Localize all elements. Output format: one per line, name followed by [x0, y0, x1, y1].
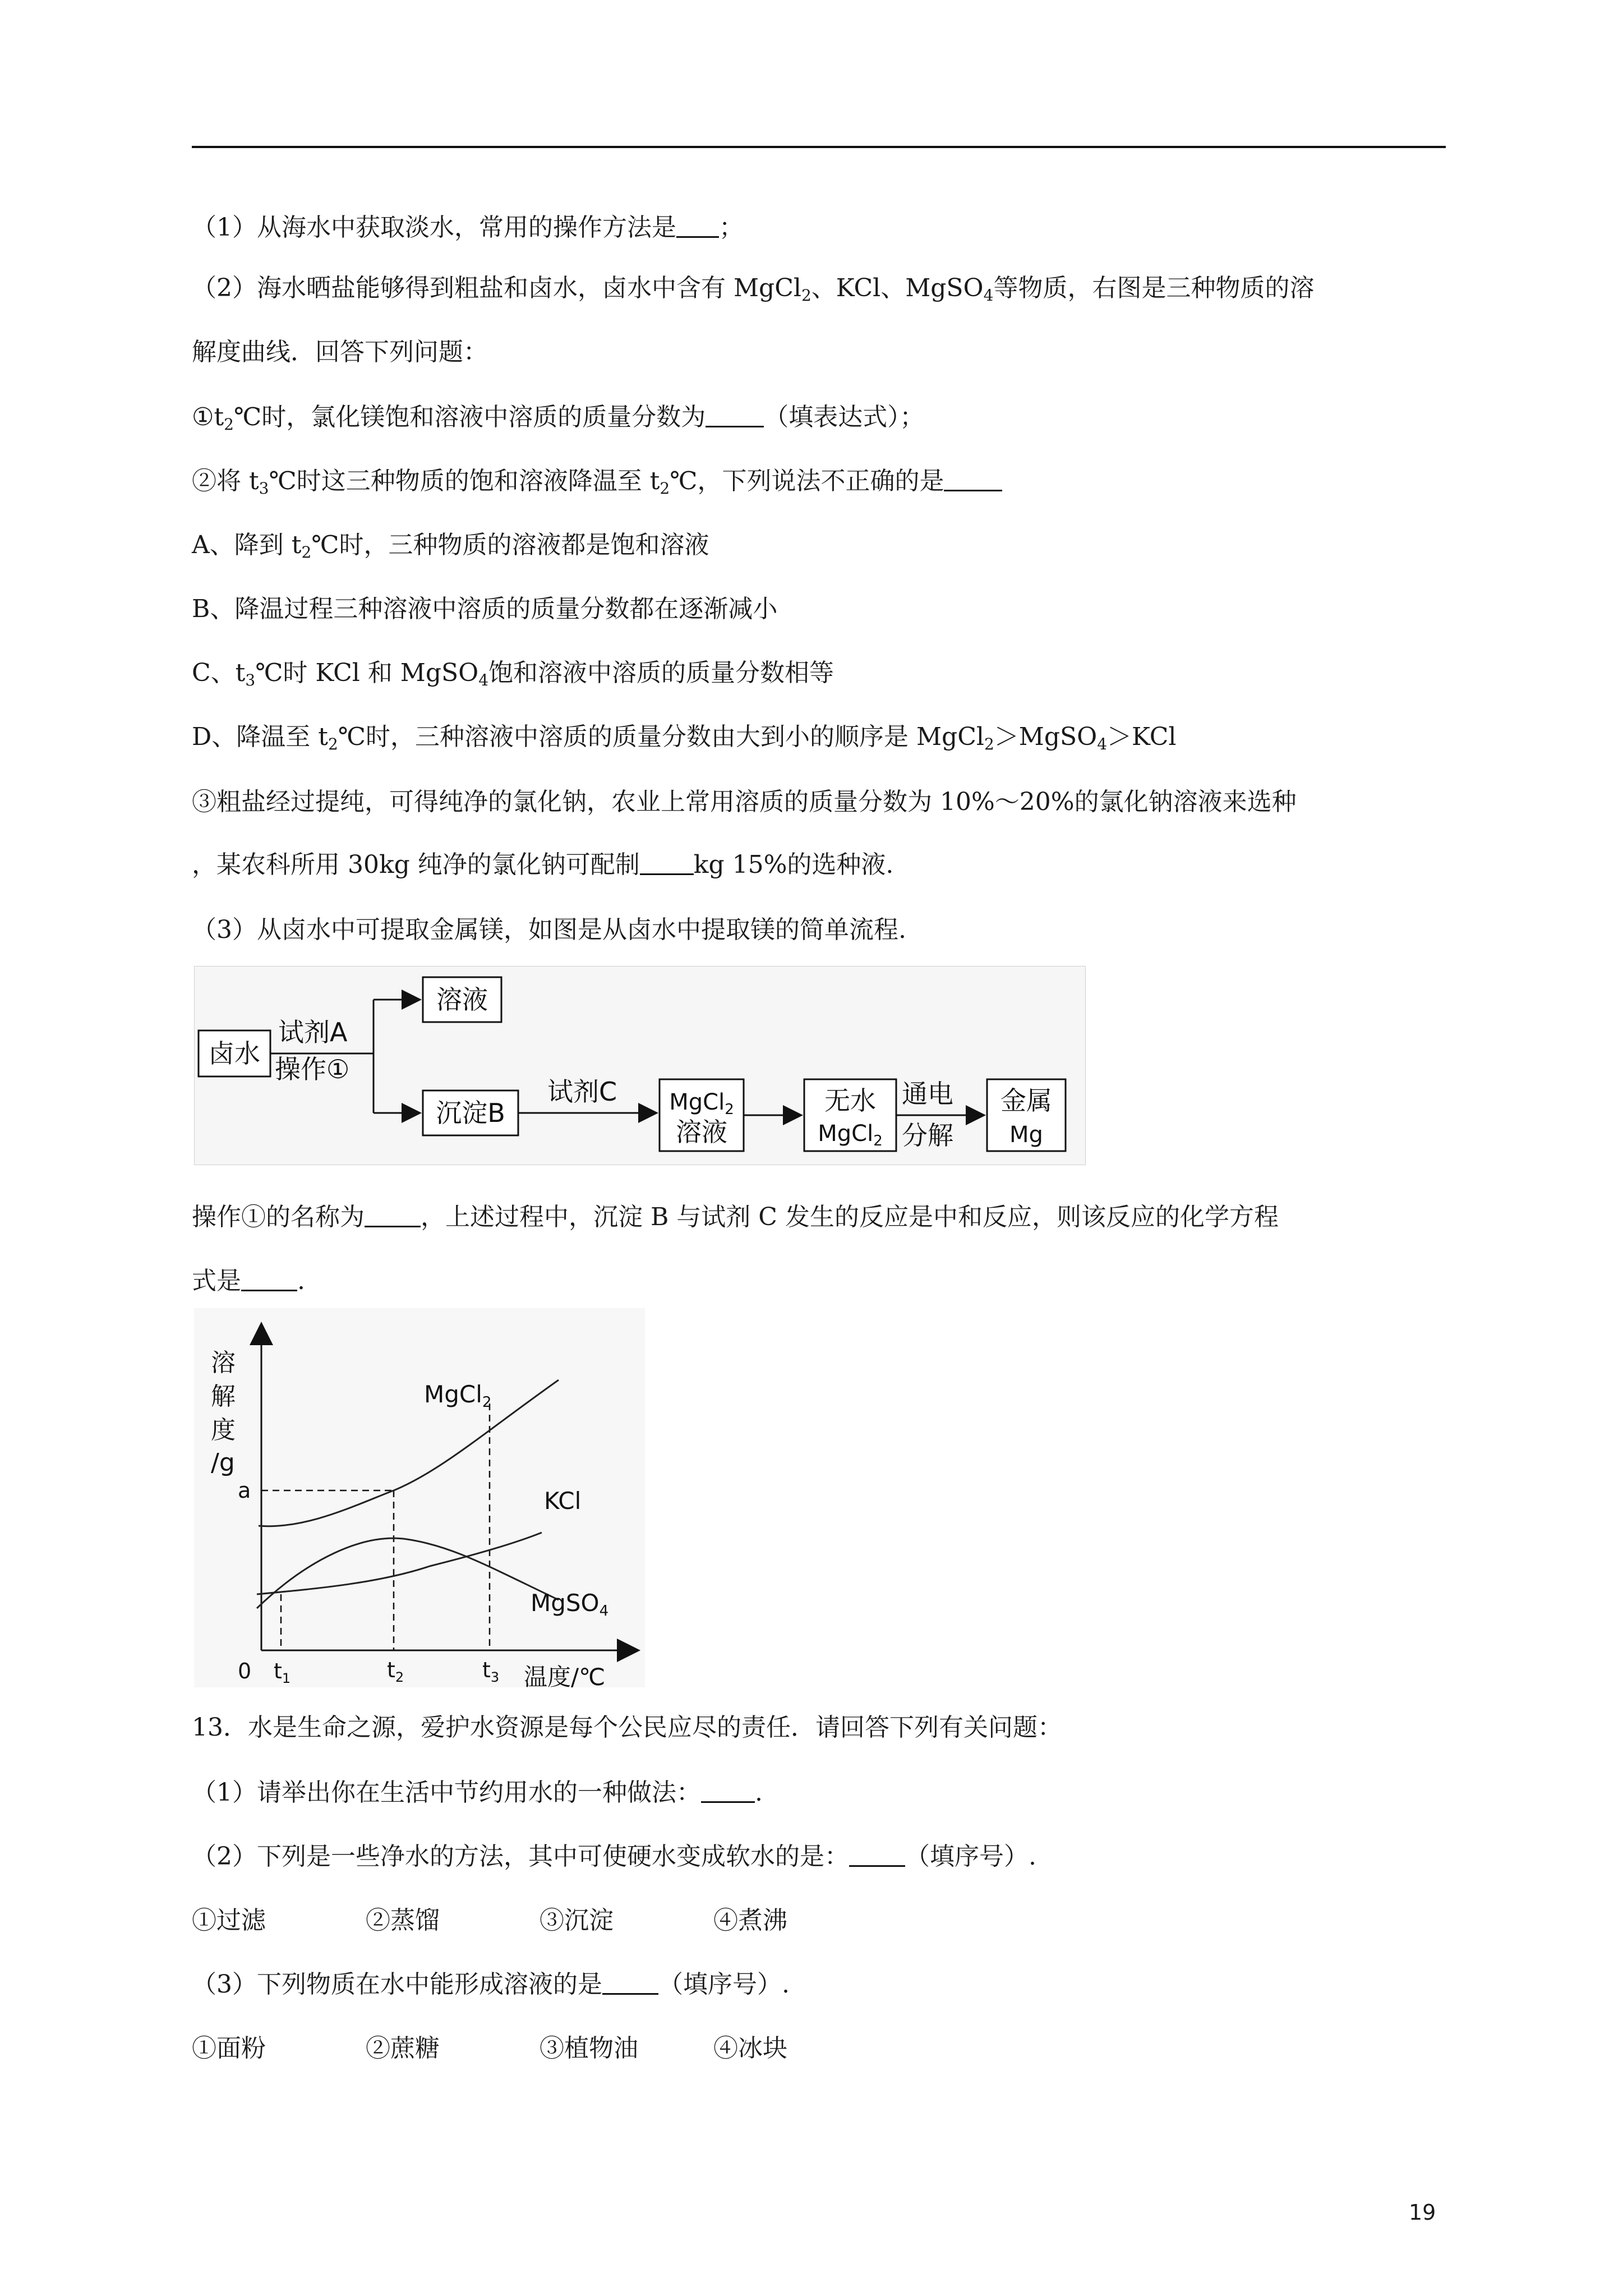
- t3-label: $t_3$: [482, 1658, 500, 1685]
- answer-blank: [602, 1971, 658, 1995]
- solubility-curve-graph: [194, 1308, 645, 1687]
- q13-part2-options: [192, 1904, 887, 1938]
- origin-label: 0: [238, 1659, 252, 1683]
- mgcl2-solution-word: 溶液: [676, 1117, 727, 1147]
- option-item: ①面粉: [192, 2034, 266, 2063]
- magnesium-extraction-flowchart: [194, 966, 1086, 1165]
- q12-part2: （2）海水晒盐能够得到粗盐和卤水，卤水中含有 MgCl$_2$、KCl、MgSO$_4$等物质，右图是三种物质的溶: [192, 274, 1315, 305]
- page-number: 19: [1409, 2200, 1436, 2225]
- answer-blank: [706, 403, 764, 427]
- q12-part2-cont: 解度曲线．回答下列问题：: [192, 338, 488, 366]
- option-item: ②蔗糖: [366, 2034, 440, 2063]
- option-a: A、降到 $t_2℃$时，三种物质的溶液都是饱和溶液: [192, 531, 709, 562]
- y-label-4: /g: [211, 1448, 235, 1477]
- mgcl2-solution-formula: MgCl$_2$: [669, 1089, 734, 1118]
- metal-symbol: Mg: [1009, 1122, 1043, 1148]
- brine-label: 卤水: [209, 1038, 260, 1069]
- q12-part1: （1）从海水中获取淡水，常用的操作方法是 ；: [192, 213, 744, 242]
- y-label-2: 解: [211, 1382, 236, 1411]
- option-item: ④冰块: [713, 2034, 787, 2063]
- reagent-a-label: 试剂A: [278, 1017, 348, 1047]
- q13-part3: （3）下列物质在水中能形成溶液的是 （填序号）.: [192, 1970, 790, 1999]
- option-d: D、降温至 $t_2℃$时，三种溶液中溶质的质量分数由大到小的顺序是 MgCl$_2$＞MgSO$_4$＞KCl: [192, 723, 1177, 753]
- anhydrous-word: 无水: [824, 1085, 876, 1116]
- anhydrous-formula: MgCl$_2$: [818, 1121, 883, 1149]
- option-item: ④煮沸: [713, 1906, 787, 1935]
- t1-label: $t_1$: [274, 1659, 291, 1686]
- option-b: B、降温过程三种溶液中溶质的质量分数都在逐渐减小: [192, 595, 778, 623]
- q13-part1: （1）请举出你在生活中节约用水的一种做法： .: [192, 1778, 763, 1807]
- answer-blank: [640, 851, 694, 875]
- precipitate-label: 沉淀B: [436, 1098, 505, 1128]
- y-label-1: 溶: [211, 1349, 236, 1377]
- q13-title: 13．水是生命之源，爱护水资源是每个公民应尽的责任．请回答下列有关问题：: [192, 1713, 1062, 1742]
- electrolysis-label-1: 通电: [902, 1079, 953, 1109]
- q12-sub3: ③粗盐经过提纯，可得纯净的氯化钠，农业上常用溶质的质量分数为 10%～20%的氯化钠溶液来选种: [192, 788, 1297, 816]
- q12-operation-question: 操作①的名称为 ，上述过程中，沉淀 B 与试剂 C 发生的反应是中和反应，则该反应的化学方程: [192, 1203, 1279, 1231]
- answer-blank: [241, 1267, 297, 1291]
- solution-label: 溶液: [436, 984, 488, 1015]
- t2-label: $t_2$: [387, 1658, 404, 1685]
- header-rule: [192, 146, 1446, 148]
- kcl-label: KCl: [544, 1487, 582, 1515]
- answer-blank: [944, 467, 1002, 491]
- x-axis-label: 温度/℃: [524, 1663, 606, 1687]
- option-item: ①过滤: [192, 1906, 266, 1935]
- reagent-c-label: 试剂C: [547, 1076, 617, 1107]
- answer-blank: [365, 1203, 421, 1227]
- metal-word: 金属: [1000, 1085, 1052, 1116]
- q12-sub2: ②将 $t_3℃$时这三种物质的饱和溶液降温至 $t_2℃$，下列说法不正确的是: [192, 464, 1002, 498]
- q12-operation-question-cont: 式是 .: [192, 1267, 305, 1295]
- q13-part2: （2）下列是一些净水的方法，其中可使硬水变成软水的是： （填序号）.: [192, 1842, 1036, 1871]
- y-label-3: 度: [211, 1416, 236, 1444]
- option-c: C、$t_3℃$时 KCl 和 MgSO$_4$饱和溶液中溶质的质量分数相等: [192, 659, 834, 689]
- answer-blank: [701, 1779, 755, 1803]
- mgcl2-label: MgCl2: [424, 1381, 492, 1411]
- option-item: ③沉淀: [540, 1906, 614, 1935]
- a-label: a: [238, 1478, 251, 1503]
- q12-sub1: $①t_2℃$时，氯化镁饱和溶液中溶质的质量分数为 （填表达式）；: [192, 403, 925, 434]
- answer-blank: [676, 214, 719, 238]
- q12-sub3-cont: ，某农科所用 30kg 纯净的氯化钠可配制 kg 15%的选种液.: [192, 850, 894, 879]
- option-item: ③植物油: [540, 2034, 638, 2063]
- option-item: ②蒸馏: [366, 1906, 440, 1935]
- mgso4-label: MgSO4: [531, 1589, 609, 1619]
- operation-label: 操作①: [275, 1054, 350, 1084]
- q12-part3: （3）从卤水中可提取金属镁，如图是从卤水中提取镁的简单流程.: [192, 915, 906, 944]
- q13-part3-options: [192, 2032, 887, 2065]
- answer-blank: [849, 1843, 905, 1867]
- electrolysis-label-2: 分解: [902, 1120, 953, 1151]
